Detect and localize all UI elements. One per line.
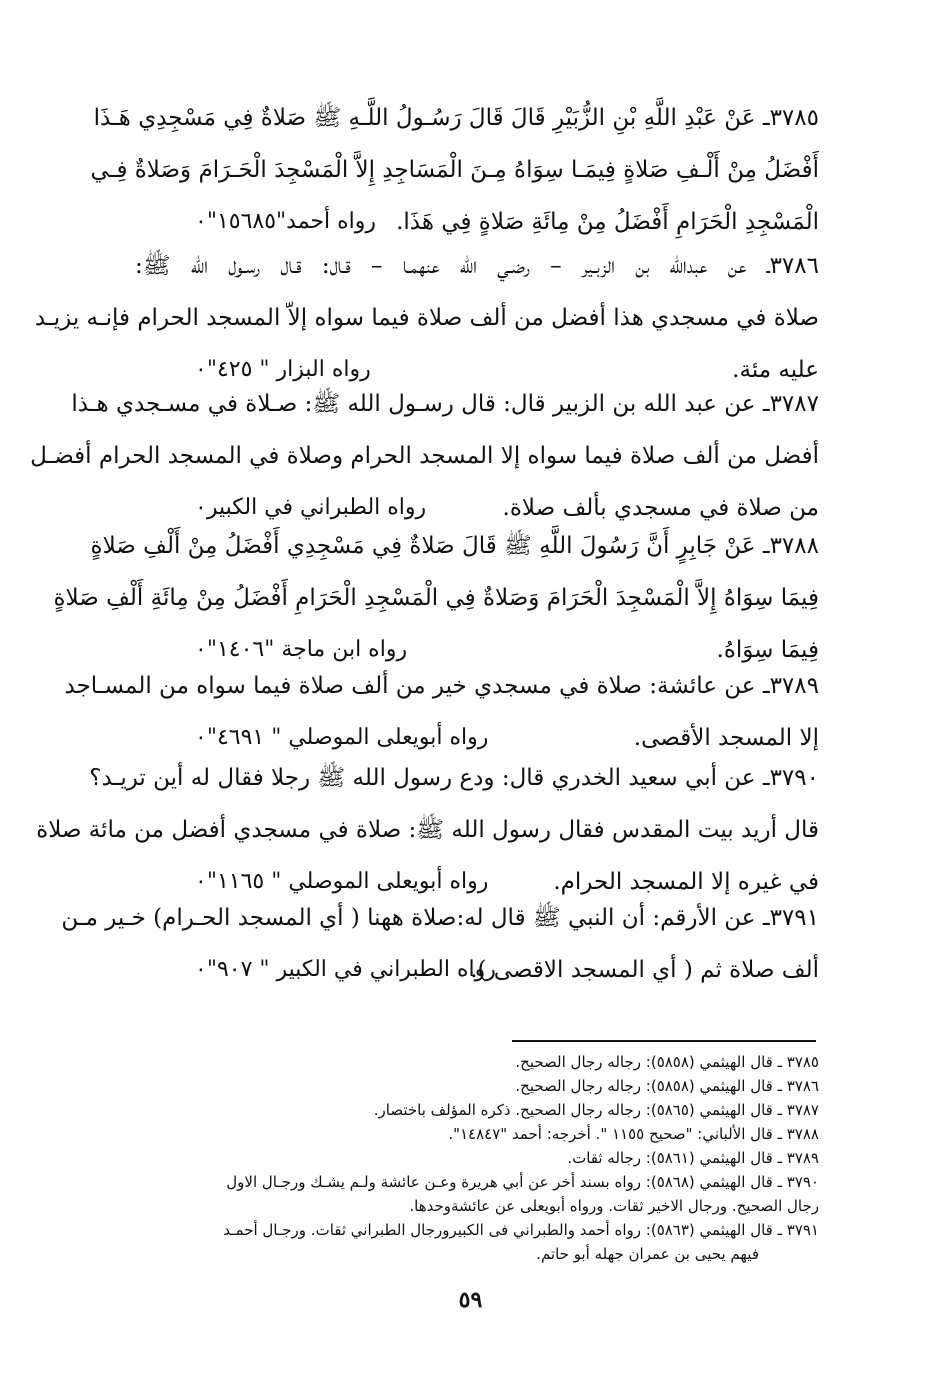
text-line-content: الْمَسْجِدِ الْحَرَامِ أَفْضَلُ مِنْ مِائَةِ صَلاةٍ فِي هَذَا. (396, 209, 819, 235)
text-line: ٣٧٨٥ـ عَنْ عَبْدِ اللَّهِ بْنِ الزُّبَيْرِ قَالَ قَالَ رَسُـولُ اللَّـهِ ﷺ صَلاةٌ فِي مَسْجِدِي هَـذَا (93, 105, 819, 131)
hadith-source: رواه الطبراني في الكبير٠ (195, 495, 427, 520)
hadith-3790 (36, 752, 819, 908)
text-line: ٣٧٩١ـ عن الأرقم: أن النبي ﷺ قال له:صلاة ههنا ( أي المسجد الحـرام) خـير مـن (61, 905, 819, 931)
footnote: ٣٧٨٨ ـ قال الألباني: "صحيح ١١٥٥ ". أخرجه: أحمد "١٤٨٤٧". (448, 1125, 819, 1143)
hadith-3789 (64, 660, 819, 764)
hadith-source: رواه ابن ماجة "١٤٠٦"٠ (195, 637, 408, 662)
text-line: ٣٧٨٩ـ عن عائشة: صلاة في مسجدي خير من ألف صلاة فيما سواه من المسـاجد (64, 673, 819, 699)
hadith-3786 (34, 240, 819, 396)
hadith-3791 (61, 892, 819, 996)
footnote: ٣٧٨٧ ـ قال الهيثمي (٥٨٦٥): رجاله رجال الصحيح. ذكره المؤلف باختصار. (373, 1101, 819, 1119)
text-line: فِيمَا سِوَاهُ إِلاَّ الْمَسْجِدَ الْحَرَامَ وَصَلاةٌ فِي الْمَسْجِدِ الْحَرَامِ أَفْضَلُ مِنْ مِائَةِ أَلْفِ صَلاةٍ (53, 585, 819, 611)
footnote: ٣٧٨٥ ـ قال الهيثمي (٥٨٥٨): رجاله رجال الصحيح. (515, 1053, 819, 1071)
hadith-3787 (30, 378, 819, 534)
text-line-content: إلا المسجد الأقصى. (633, 725, 819, 751)
hadith-source: رواه الطبراني في الكبير " ٩٠٧"٠ (195, 957, 496, 982)
hadith-source: رواه أحمد"١٥٦٨٥"٠ (195, 209, 377, 234)
text-line: قال أريد بيت المقدس فقال رسول الله ﷺ: صلاة في مسجدي أفضل من مائة صلاة (36, 817, 819, 843)
text-line-content: فِيمَا سِوَاهُ. (716, 637, 819, 663)
text-line: ٣٧٩٠ـ عن أبي سعيد الخدري قال: ودع رسول الله ﷺ رجلا فقال له أين تريـد؟ (89, 765, 819, 791)
footnotes (129, 1050, 819, 1266)
page-number: ٥٩ (458, 1287, 483, 1313)
footnote-continuation: فيهم يحيى بن عمران جهله أبو حاتم. (536, 1245, 759, 1263)
text-line-content: من صلاة في مسجدي بألف صلاة. (502, 495, 819, 521)
text-line-content: في غيره إلا المسجد الحرام. (553, 869, 819, 895)
hadith-3788 (53, 520, 819, 676)
footnote: ٣٧٨٦ ـ قال الهيثمي (٥٨٥٨): رجاله رجال الصحيح. (515, 1077, 819, 1095)
text-line (135, 944, 819, 996)
text-line-content: ألف صلاة ثم ( أي المسجد الاقصى ). (470, 957, 819, 983)
hadith-source: رواه أبويعلى الموصلي " ٤٦٩١"٠ (195, 725, 489, 750)
text-line: ٣٧٨٦ـ عن عبدالله بن الزبـير – رضـي الله عنهمـا – قـال: قـال رسـول الله ﷺ: (135, 253, 819, 279)
hadith-source: رواه البزار " ٤٢٥"٠ (195, 357, 371, 382)
text-line: أفضل من ألف صلاة فيما سواه إلا المسجد الحرام وصلاة في المسجد الحرام أفضـل (30, 443, 819, 469)
text-line: ٣٧٨٨ـ عَنْ جَابِرٍ أَنَّ رَسُولَ اللَّهِ ﷺ قَالَ صَلاةٌ فِي مَسْجِدِي أَفْضَلُ مِنْ أَلْفِ صَلاةٍ (90, 533, 819, 559)
footnote: ٣٧٩١ ـ قال الهيثمي (٥٨٦٣): رواه أحمد والطبراني فى الكبيرورجال الطبراني ثقات. ورجـال أحمـد (223, 1221, 819, 1239)
text-line-content: عليه مئة. (732, 357, 819, 383)
footnote: ٣٧٩٠ ـ قال الهيثمي (٥٨٦٨): رواه بسند أخر عن أبي هريرة وعـن عائشة ولـم يشـك ورجـال الاول (226, 1173, 819, 1191)
footnote-continuation: رجال الصحيح. ورجال الاخير ثقات. ورواه أبويعلى عن عائشةوحدها. (409, 1197, 819, 1215)
hadith-source: رواه أبويعلى الموصلي " ١١٦٥"٠ (195, 869, 489, 894)
footnote-separator (512, 1040, 816, 1042)
footnote: ٣٧٨٩ ـ قال الهيثمي (٥٨٦١): رجاله ثقات. (567, 1149, 819, 1167)
hadith-3785 (90, 92, 819, 248)
text-line: أَفْضَلُ مِنْ أَلْـفِ صَلاةٍ فِيمَـا سِوَاهُ مِـنَ الْمَسَاجِدِ إِلاَّ الْمَسْجِدَ الْحَـرَامَ وَصَلاةٌ فِـي (90, 157, 819, 183)
text-line: صلاة في مسجدي هذا أفضل من ألف صلاة فيما سواه إلاّ المسجد الحرام فإنـه يزيـد (34, 305, 819, 331)
text-line: ٣٧٨٧ـ عن عبد الله بن الزبير قال: قال رسـول الله ﷺ: صـلاة في مسـجدي هـذا (71, 391, 819, 417)
